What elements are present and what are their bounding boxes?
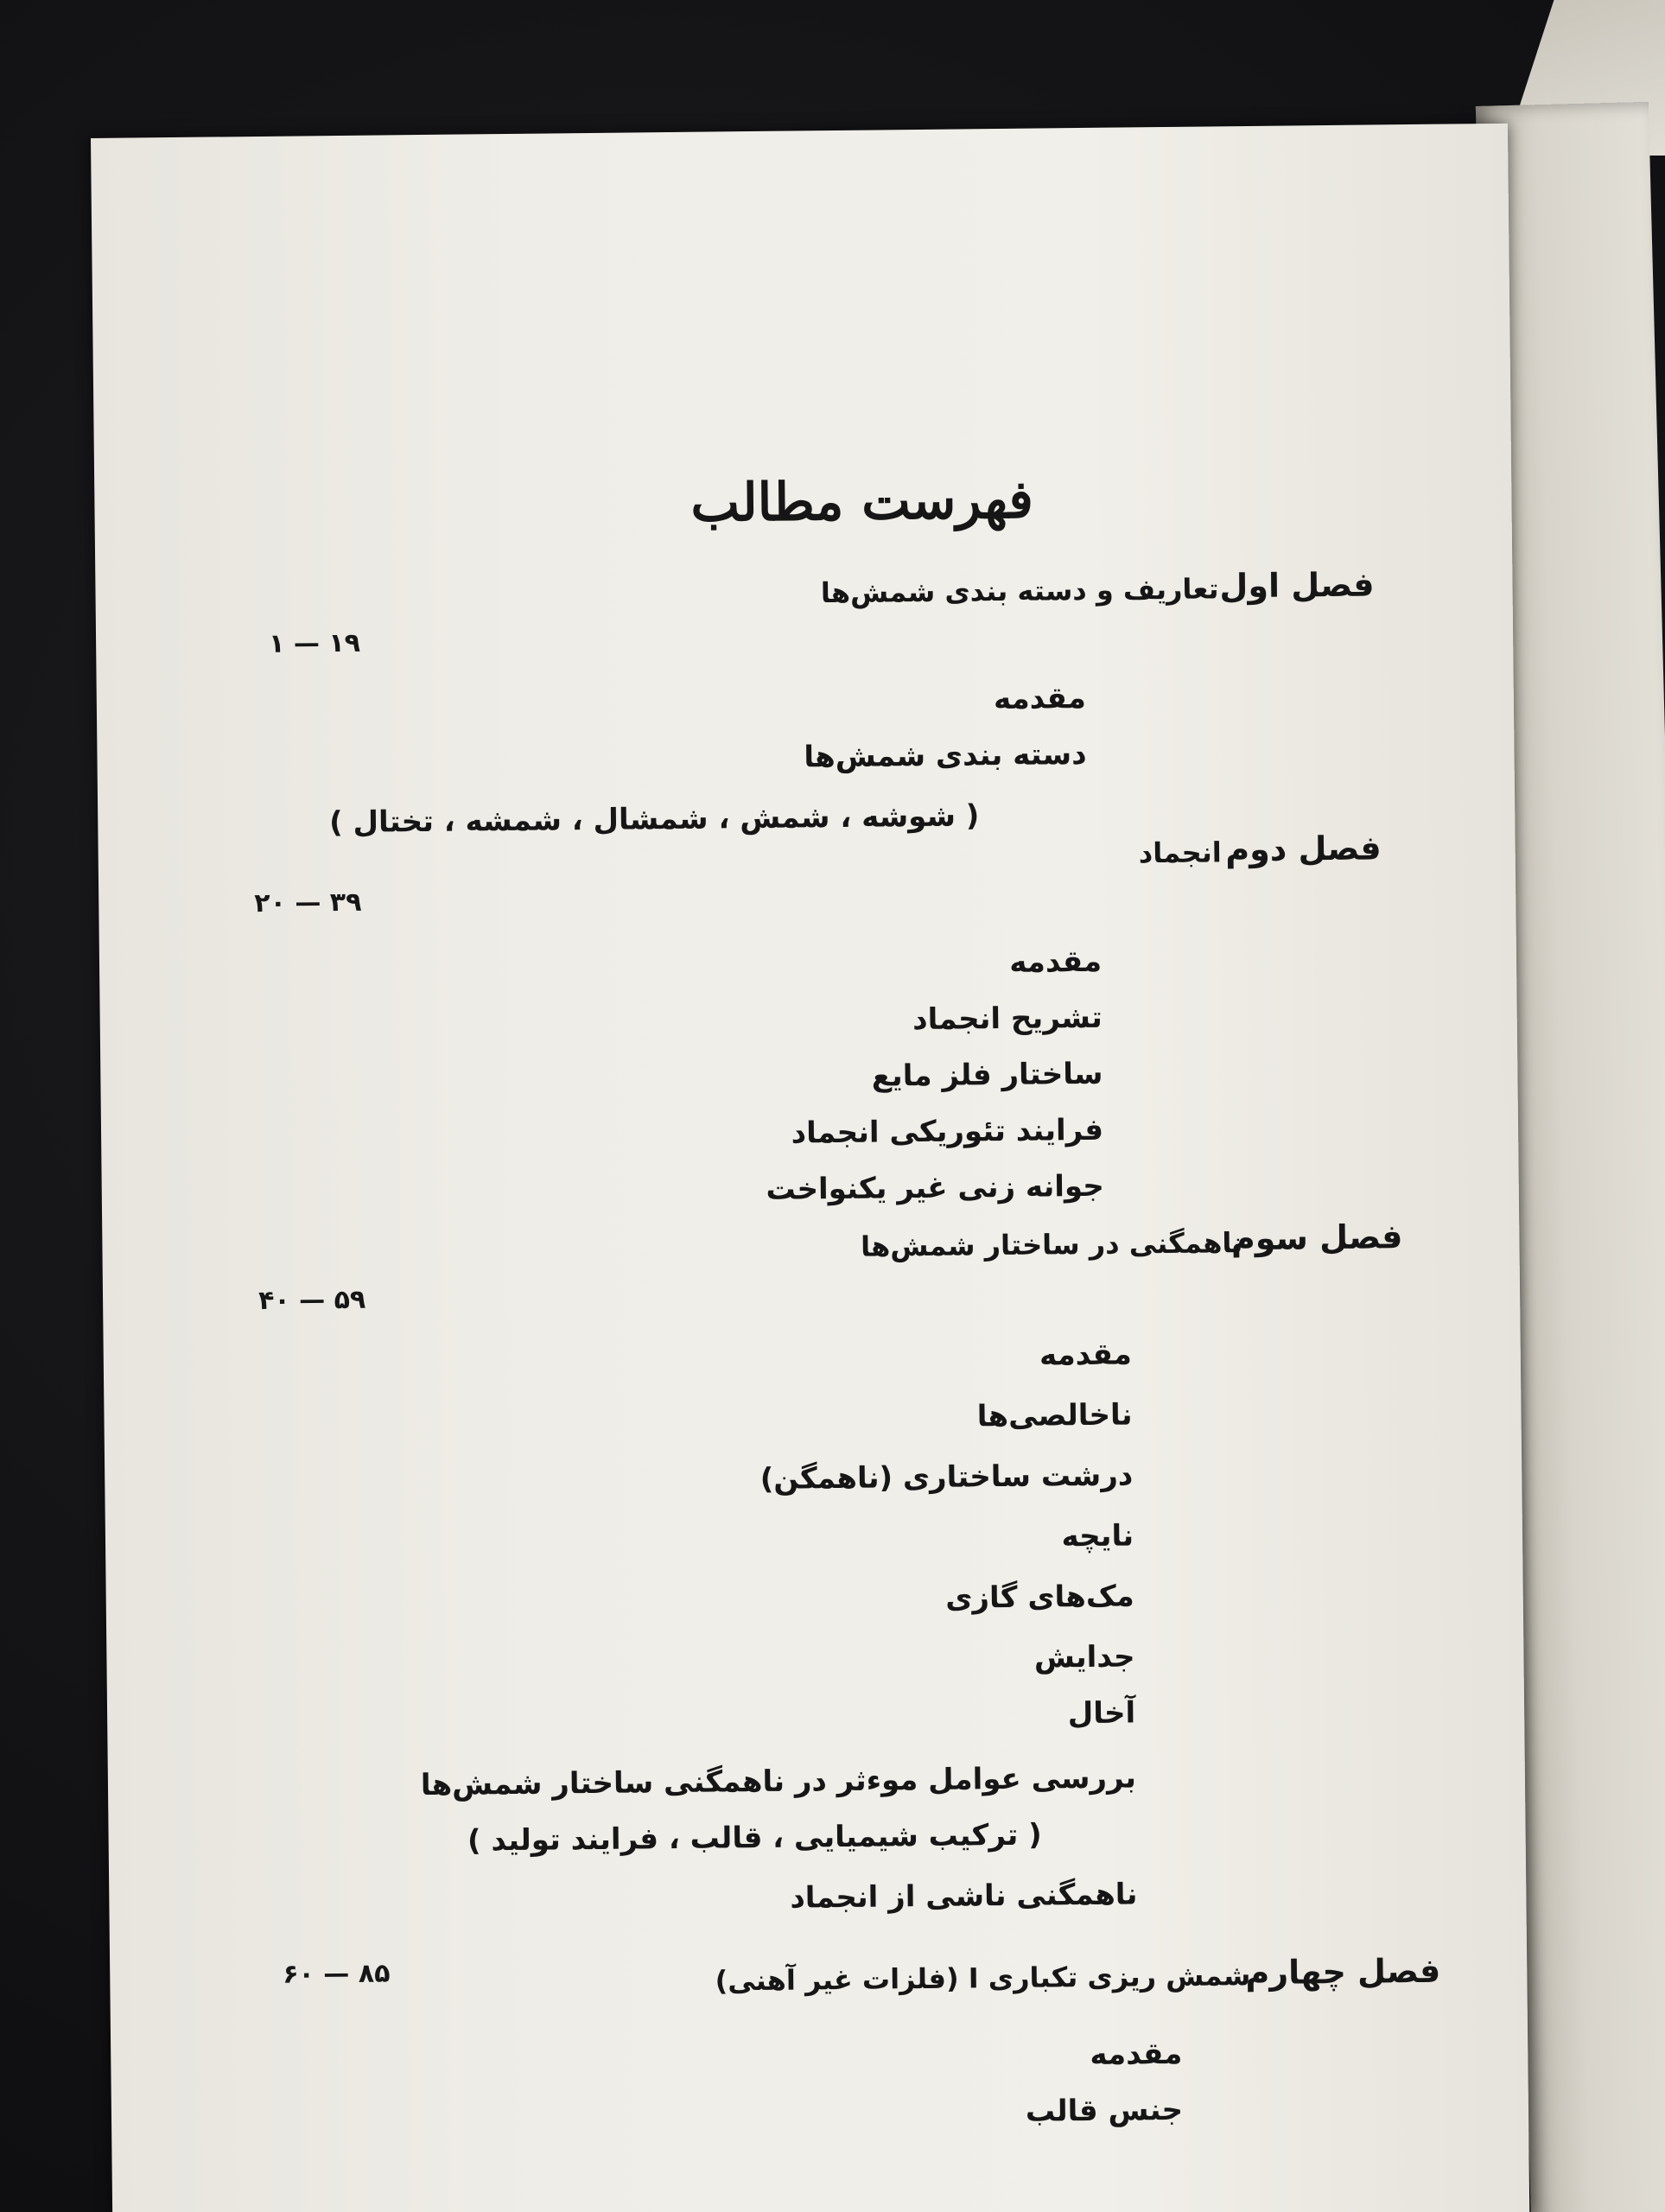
chapter-1-title: تعاریف و دسته بندی شمش‌ها: [820, 572, 1219, 610]
chapter-2-pages: ۳۹ — ۲۰: [254, 887, 362, 919]
page-title: فهرست مطالب: [690, 469, 1034, 534]
chapter-2-item: تشریح انجماد: [912, 1000, 1103, 1038]
chapter-3-item: جدایش: [1033, 1639, 1135, 1675]
book-page: [91, 124, 1529, 2212]
chapter-3-item: آخال: [1067, 1695, 1136, 1732]
chapter-2-item: مقدمه: [1008, 944, 1103, 980]
chapter-4-item: جنس قالب: [1025, 2092, 1184, 2129]
chapter-3-pages: ۵۹ — ۴۰: [257, 1284, 366, 1317]
chapter-3-item: بررسی عوامل موءثر در ناهمگنی ساختار شمش‌ها: [420, 1760, 1137, 1803]
chapter-1-pages: ۱۹ — ۱: [268, 627, 361, 659]
chapter-1-item: ( شوشه ، شمش ، شمشال ، شمشه ، تختال ): [328, 798, 980, 841]
chapter-3-item: ناهمگنی ناشی از انجماد: [790, 1877, 1138, 1916]
chapter-4-title: شمش ریزی تکباری I (فلزات غیر آهنی): [715, 1959, 1251, 1998]
chapter-2-item: ساختار فلز مایع: [871, 1056, 1103, 1094]
chapter-4-pages: ۸۵ — ۶۰: [283, 1958, 391, 1990]
chapter-2-label: فصل دوم: [1225, 829, 1382, 869]
chapter-2-title: انجماد: [1138, 836, 1222, 870]
chapter-3-label: فصل سوم: [1230, 1217, 1403, 1258]
chapter-4-item: مقدمه: [1090, 2036, 1183, 2073]
chapter-1-item: مقدمه: [993, 680, 1087, 717]
chapter-3-title: ناهمگنی در ساختار شمش‌ها: [860, 1226, 1243, 1263]
chapter-2-item: جوانه زنی غیر یکنواخت: [766, 1168, 1104, 1207]
chapter-4-label: فصل چهارم: [1245, 1951, 1441, 1993]
chapter-3-item: مک‌های گازی: [945, 1579, 1134, 1616]
chapter-1-label: فصل اول: [1219, 565, 1375, 606]
chapter-1-item: دسته بندی شمش‌ها: [804, 736, 1087, 775]
chapter-3-item: نایچه: [1061, 1518, 1134, 1554]
chapter-3-item: درشت ساختاری (ناهمگن): [759, 1458, 1134, 1497]
chapter-3-item: ناخالصی‌ها: [976, 1397, 1133, 1434]
chapter-3-item: ( ترکیب شیمیایی ، قالب ، فرایند تولید ): [467, 1817, 1042, 1859]
chapter-2-item: فرایند تئوریکی انجماد: [791, 1112, 1104, 1151]
chapter-3-item: مقدمه: [1039, 1337, 1133, 1373]
